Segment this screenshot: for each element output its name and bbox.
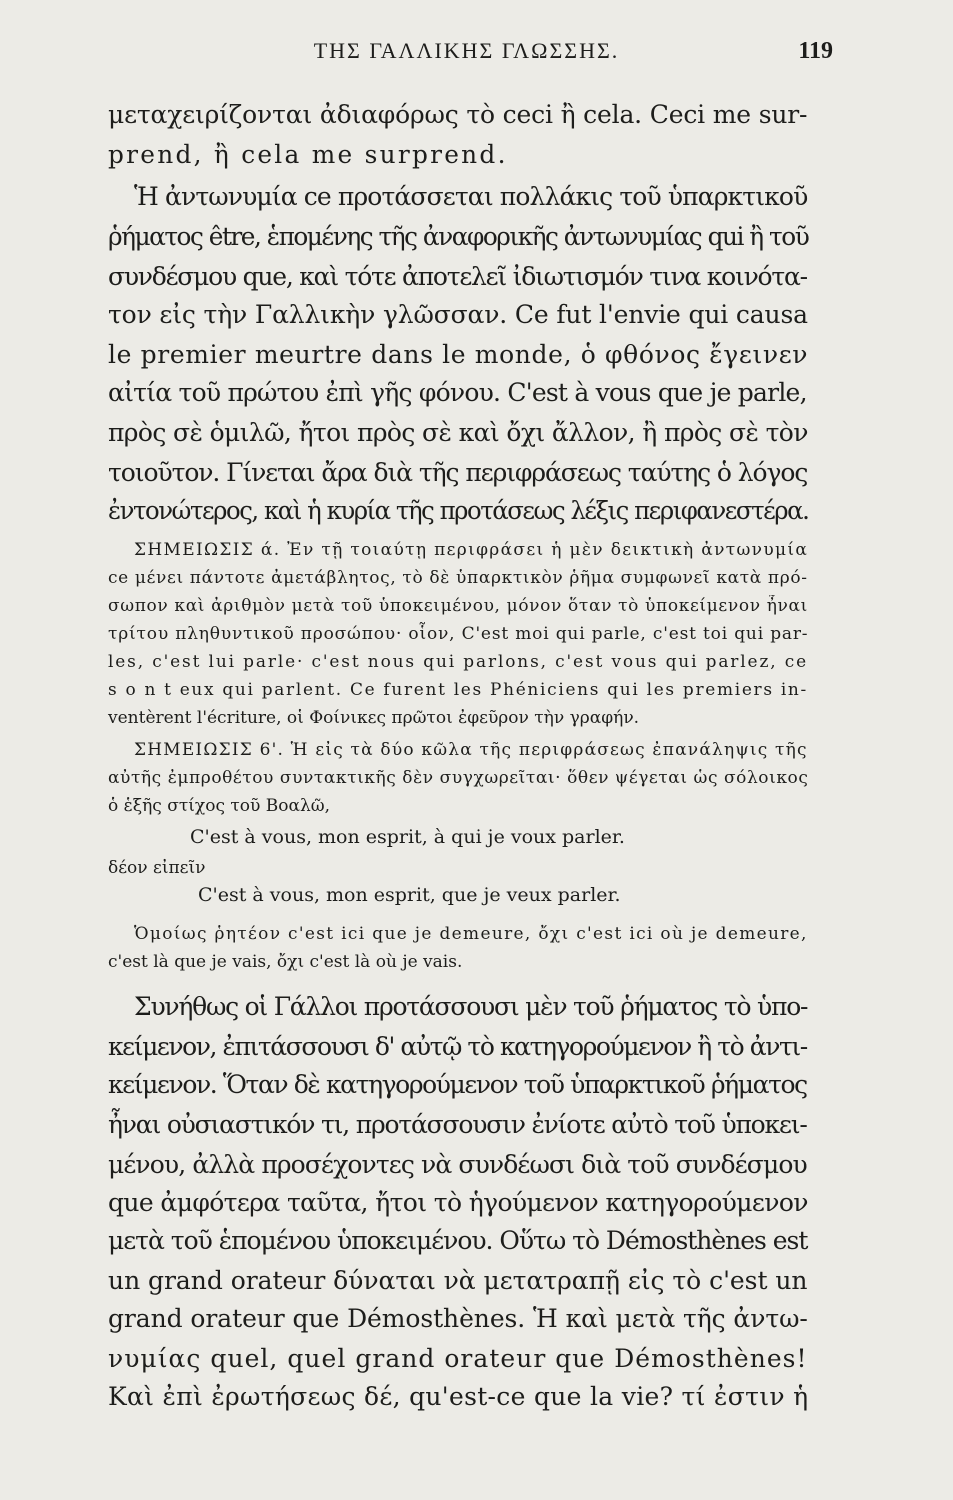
text-line: Συνήθως οἱ Γάλλοι προτάσσουσι μὲν τοῦ ῥήματος τὸ ὑπο- <box>134 992 808 1021</box>
verse-line: C'est à vous, mon esprit, que je veux parler. <box>198 884 621 906</box>
text-line: ἦναι οὐσιαστικόν τι, προτάσσουσιν ἐνίοτε αὐτὸ τοῦ ὑποκει- <box>108 1110 807 1139</box>
note-line: ὁ ἑξῆς στίχος τοῦ Βοαλῶ, <box>108 796 330 816</box>
note-line: σωπον καὶ ἀριθμὸν μετὰ τοῦ ὑποκειμένου, μόνον ὅταν τὸ ὑποκείμενον ἦναι <box>108 596 808 616</box>
text-line: Καὶ ἐπὶ ἐρωτήσεως δέ, qu'est-ce que la vie? τί ἐστιν ἡ <box>108 1382 809 1411</box>
verse-line: C'est à vous, mon esprit, à qui je voux parler. <box>190 826 625 848</box>
text-line: συνδέσμου que, καὶ τότε ἀποτελεῖ ἰδιωτισμόν τινα κοινότα- <box>108 262 807 291</box>
text-line: grand orateur que Démosthènes. Ἡ καὶ μετὰ τῆς ἀντω- <box>108 1304 808 1333</box>
note-line: ce μένει πάντοτε ἀμετάβλητος, τὸ δὲ ὑπαρκτικὸν ῥῆμα συμφωνεῖ κατὰ πρό- <box>108 568 808 588</box>
page-number: 119 <box>798 38 833 64</box>
text-line: τοιοῦτον. Γίνεται ἄρα διὰ τῆς περιφράσεως ταύτης ὁ λόγος <box>108 458 808 487</box>
note-line: ΣΗΜΕΙΩΣΙΣ 6'. Ἡ εἰς τὰ δύο κῶλα τῆς περιφράσεως ἐπανάληψις τῆς <box>134 740 808 760</box>
text-line: τον εἰς τὴν Γαλλικὴν γλῶσσαν. Ce fut l'envie qui causa <box>108 300 808 329</box>
note-line: αὐτῆς ἐμπροθέτου συντακτικῆς δὲν συγχωρεῖται· ὅθεν ψέγεται ὡς σόλοικος <box>108 768 809 788</box>
text-line: ῥήματος être, ἑπομένης τῆς ἀναφορικῆς ἀντωνυμίας qui ἢ τοῦ <box>108 222 809 251</box>
note-line: les, c'est lui parle· c'est nous qui parlons, c'est vous qui parlez, ce <box>108 652 809 672</box>
note-line: c'est là que je vais, ὄχι c'est là où je vais. <box>108 952 463 972</box>
text-line: κείμενον. Ὅταν δὲ κατηγορούμενον τοῦ ὑπαρκτικοῦ ῥήματος <box>108 1070 807 1099</box>
note-line: Ὁμοίως ῥητέον c'est ici que je demeure, ὄχι c'est ici où je demeure, <box>134 924 808 944</box>
text-line: prend, ἢ cela me surprend. <box>108 140 508 169</box>
text-line: que ἀμφότερα ταῦτα, ἤτοι τὸ ἡγούμενον κατηγορούμενον <box>108 1188 808 1217</box>
text-line: νυμίας quel, quel grand orateur que Démosthènes! <box>108 1344 808 1373</box>
note-line: ventèrent l'écriture, οἱ Φοίνικες πρῶτοι ἐφεῦρον τὴν γραφήν. <box>108 708 640 728</box>
text-line: κείμενον, ἐπιτάσσουσι δ' αὐτῷ τὸ κατηγορούμενον ἢ τὸ ἀντι- <box>108 1032 807 1061</box>
note-line: s o n t eux qui parlent. Ce furent les Phéniciens qui les premiers in- <box>108 680 808 700</box>
text-line: αἰτία τοῦ πρώτου ἐπὶ γῆς φόνου. C'est à vous que je parle, <box>108 378 807 407</box>
text-line: μετὰ τοῦ ἑπομένου ὑποκειμένου. Οὕτω τὸ Démosthènes est <box>108 1226 808 1255</box>
text-line: un grand orateur δύναται νὰ μετατραπῇ εἰς τὸ c'est un <box>108 1266 808 1295</box>
text-line: Ἡ ἀντωνυμία ce προτάσσεται πολλάκις τοῦ ὑπαρκτικοῦ <box>134 182 808 211</box>
page-header <box>100 38 833 78</box>
text-line: πρὸς σὲ ὁμιλῶ, ἤτοι πρὸς σὲ καὶ ὄχι ἄλλον, ἢ πρὸς σὲ τὸν <box>108 418 808 447</box>
note-line: δέον εἰπεῖν <box>108 858 206 878</box>
running-title: ΤΗΣ ΓΑΛΛΙΚΗΣ ΓΛΩΣΣΗΣ. <box>313 38 620 63</box>
text-line: ἐντονώτερος, καὶ ἡ κυρία τῆς προτάσεως λέξις περιφανεστέρα. <box>108 496 809 525</box>
note-line: ΣΗΜΕΙΩΣΙΣ ά. Ἐν τῇ τοιαύτῃ περιφράσει ἡ μὲν δεικτικὴ ἀντωνυμία <box>134 540 809 560</box>
text-line: μένου, ἀλλὰ προσέχοντες νὰ συνδέωσι διὰ τοῦ συνδέσμου <box>108 1150 807 1179</box>
note-line: τρίτου πληθυντικοῦ προσώπου· οἷον, C'est moi qui parle, c'est toi qui par- <box>108 624 809 644</box>
text-line: le premier meurtre dans le monde, ὁ φθόνος ἔγεινεν <box>108 340 809 369</box>
text-line: μεταχειρίζονται ἀδιαφόρως τὸ ceci ἢ cela. Ceci me sur- <box>108 100 808 129</box>
